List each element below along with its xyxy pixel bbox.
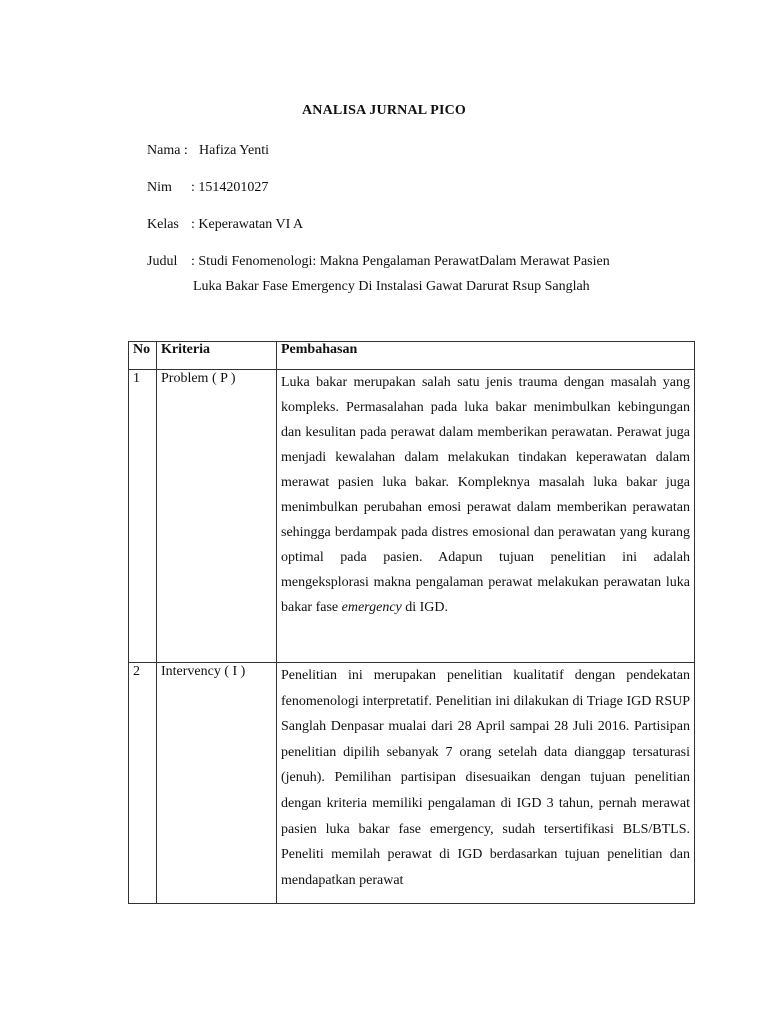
row-no: 2 <box>129 663 157 904</box>
nama-line <box>147 142 269 160</box>
document-title: ANALISA JURNAL PICO <box>301 103 467 118</box>
header-no: No <box>129 342 157 370</box>
pembahasan-text <box>281 370 690 620</box>
table-header-row <box>129 342 695 370</box>
kelas-label: Kelas <box>147 217 179 232</box>
row-kriteria: Intervency ( I ) <box>157 663 277 904</box>
header-kriteria: Kriteria <box>157 342 277 370</box>
row-pembahasan <box>277 370 695 663</box>
pembahasan-text: Penelitian ini merupakan penelitian kualitatif dengan pendekatan fenomenologi interpretatif. Penelitian ini dilakukan di Triage IGD RSUP Sanglah Denpasar mualai dari 28 April sampai 28 Juli 2016. Partisipan penelitian dipilih sebanyak 7 orang setelah data dianggap tersaturasi (jenuh). Pemilihan partisipan disesuaikan dengan tujuan penelitian dengan kriteria memiliki pengalaman di IGD 3 tahun, pernah merawat pasien luka bakar fase emergency, sudah tersertifikasi BLS/BTLS. Peneliti memilah perawat di IGD berdasarkan tujuan penelitian dan mendapatkan perawat <box>281 668 690 888</box>
table-row <box>129 663 695 904</box>
row-pembahasan <box>277 663 695 904</box>
pembahasan-text-end: di IGD. <box>405 600 449 615</box>
pico-table <box>128 341 695 904</box>
judul-line <box>147 253 610 271</box>
nim-label: Nim <box>147 180 172 195</box>
kelas-value: : Keperawatan VI A <box>191 217 304 232</box>
nama-value: Hafiza Yenti <box>199 143 269 158</box>
judul-label: Judul <box>147 254 178 269</box>
row-no: 1 <box>129 370 157 663</box>
kelas-line <box>147 216 304 234</box>
header-pembahasan: Pembahasan <box>277 342 695 370</box>
table-row <box>129 370 695 663</box>
pembahasan-italic-term: emergency <box>341 600 402 615</box>
judul-value-line1: : Studi Fenomenologi: Makna Pengalaman PerawatDalam Merawat Pasien <box>191 254 610 269</box>
judul-value-line2: Luka Bakar Fase Emergency Di Instalasi Gawat Darurat Rsup Sanglah <box>193 279 590 294</box>
pembahasan-text-main: Luka bakar merupakan salah satu jenis trauma dengan masalah yang kompleks. Permasalahan pada luka bakar menimbulkan kebingungan dan kesulitan pada perawat dalam memberikan perawatan. Perawat juga menjadi kewalahan dalam melakukan tindakan keperawatan dalam merawat pasien luka bakar. Kompleknya masalah luka bakar juga menimbulkan perubahan emosi perawat dalam memberikan perawatan sehingga berdampak pada distres emosional dan perawatan yang kurang optimal pada pasien. Adapun tujuan penelitian ini adalah mengeksplorasi makna pengalaman perawat melakukan perawatan luka bakar fase <box>281 375 690 615</box>
nim-line <box>147 179 269 197</box>
nim-value: : 1514201027 <box>191 180 269 195</box>
row-kriteria: Problem ( P ) <box>157 370 277 663</box>
nama-label: Nama : <box>147 143 188 158</box>
